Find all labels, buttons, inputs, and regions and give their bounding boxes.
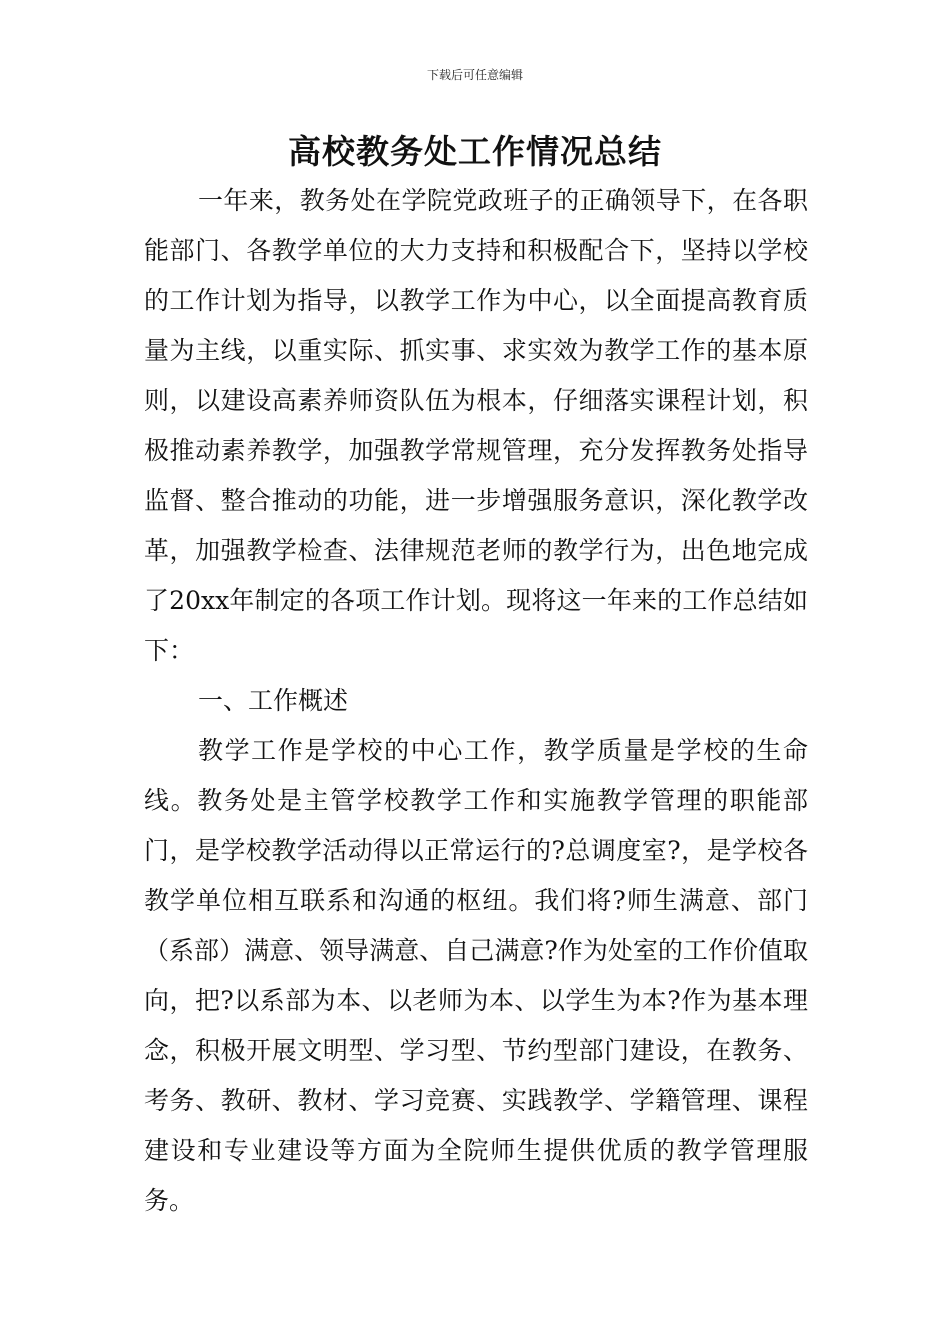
section-heading: 一、工作概述 [198,686,349,715]
page-title: 高校教务处工作情况总结 [288,132,662,171]
intro-paragraph: 一年来，教务处在学院党政班子的正确领导下，在各职能部门、各教学单位的大力支持和积极配合下，坚持以学校的工作计划为指导，以教学工作为中心，以全面提高教育质量为主线，以重实际、抓实事、求实效为教学工作的基本原则，以建设高素养师资队伍为根本，仔细落实课程计划，积极推动素养教学，加强教学常规管理，充分发挥教务处指导监督、整合推动的功能，进一步增强服务意识，深化教学改革，加强教学检查、法律规范老师的教学行为，出色地完成了20xx年制定的各项工作计划。现将这一年来的工作总结如下： [144,186,808,665]
header-note: 下载后可任意编辑 [426,68,523,82]
section-paragraph: 教学工作是学校的中心工作，教学质量是学校的生命线。教务处是主管学校教学工作和实施教学管理的职能部门，是学校教学活动得以正常运行的?总调度室?，是学校各教学单位相互联系和沟通的枢纽。我们将?师生满意、部门（系部）满意、领导满意、自己满意?作为处室的工作价值取向，把?以系部为本、以老师为本、以学生为本?作为基本理念，积极开展文明型、学习型、节约型部门建设，在教务、考务、教研、教材、学习竞赛、实践教学、学籍管理、课程建设和专业建设等方面为全院师生提供优质的教学管理服务。 [144,736,808,1215]
